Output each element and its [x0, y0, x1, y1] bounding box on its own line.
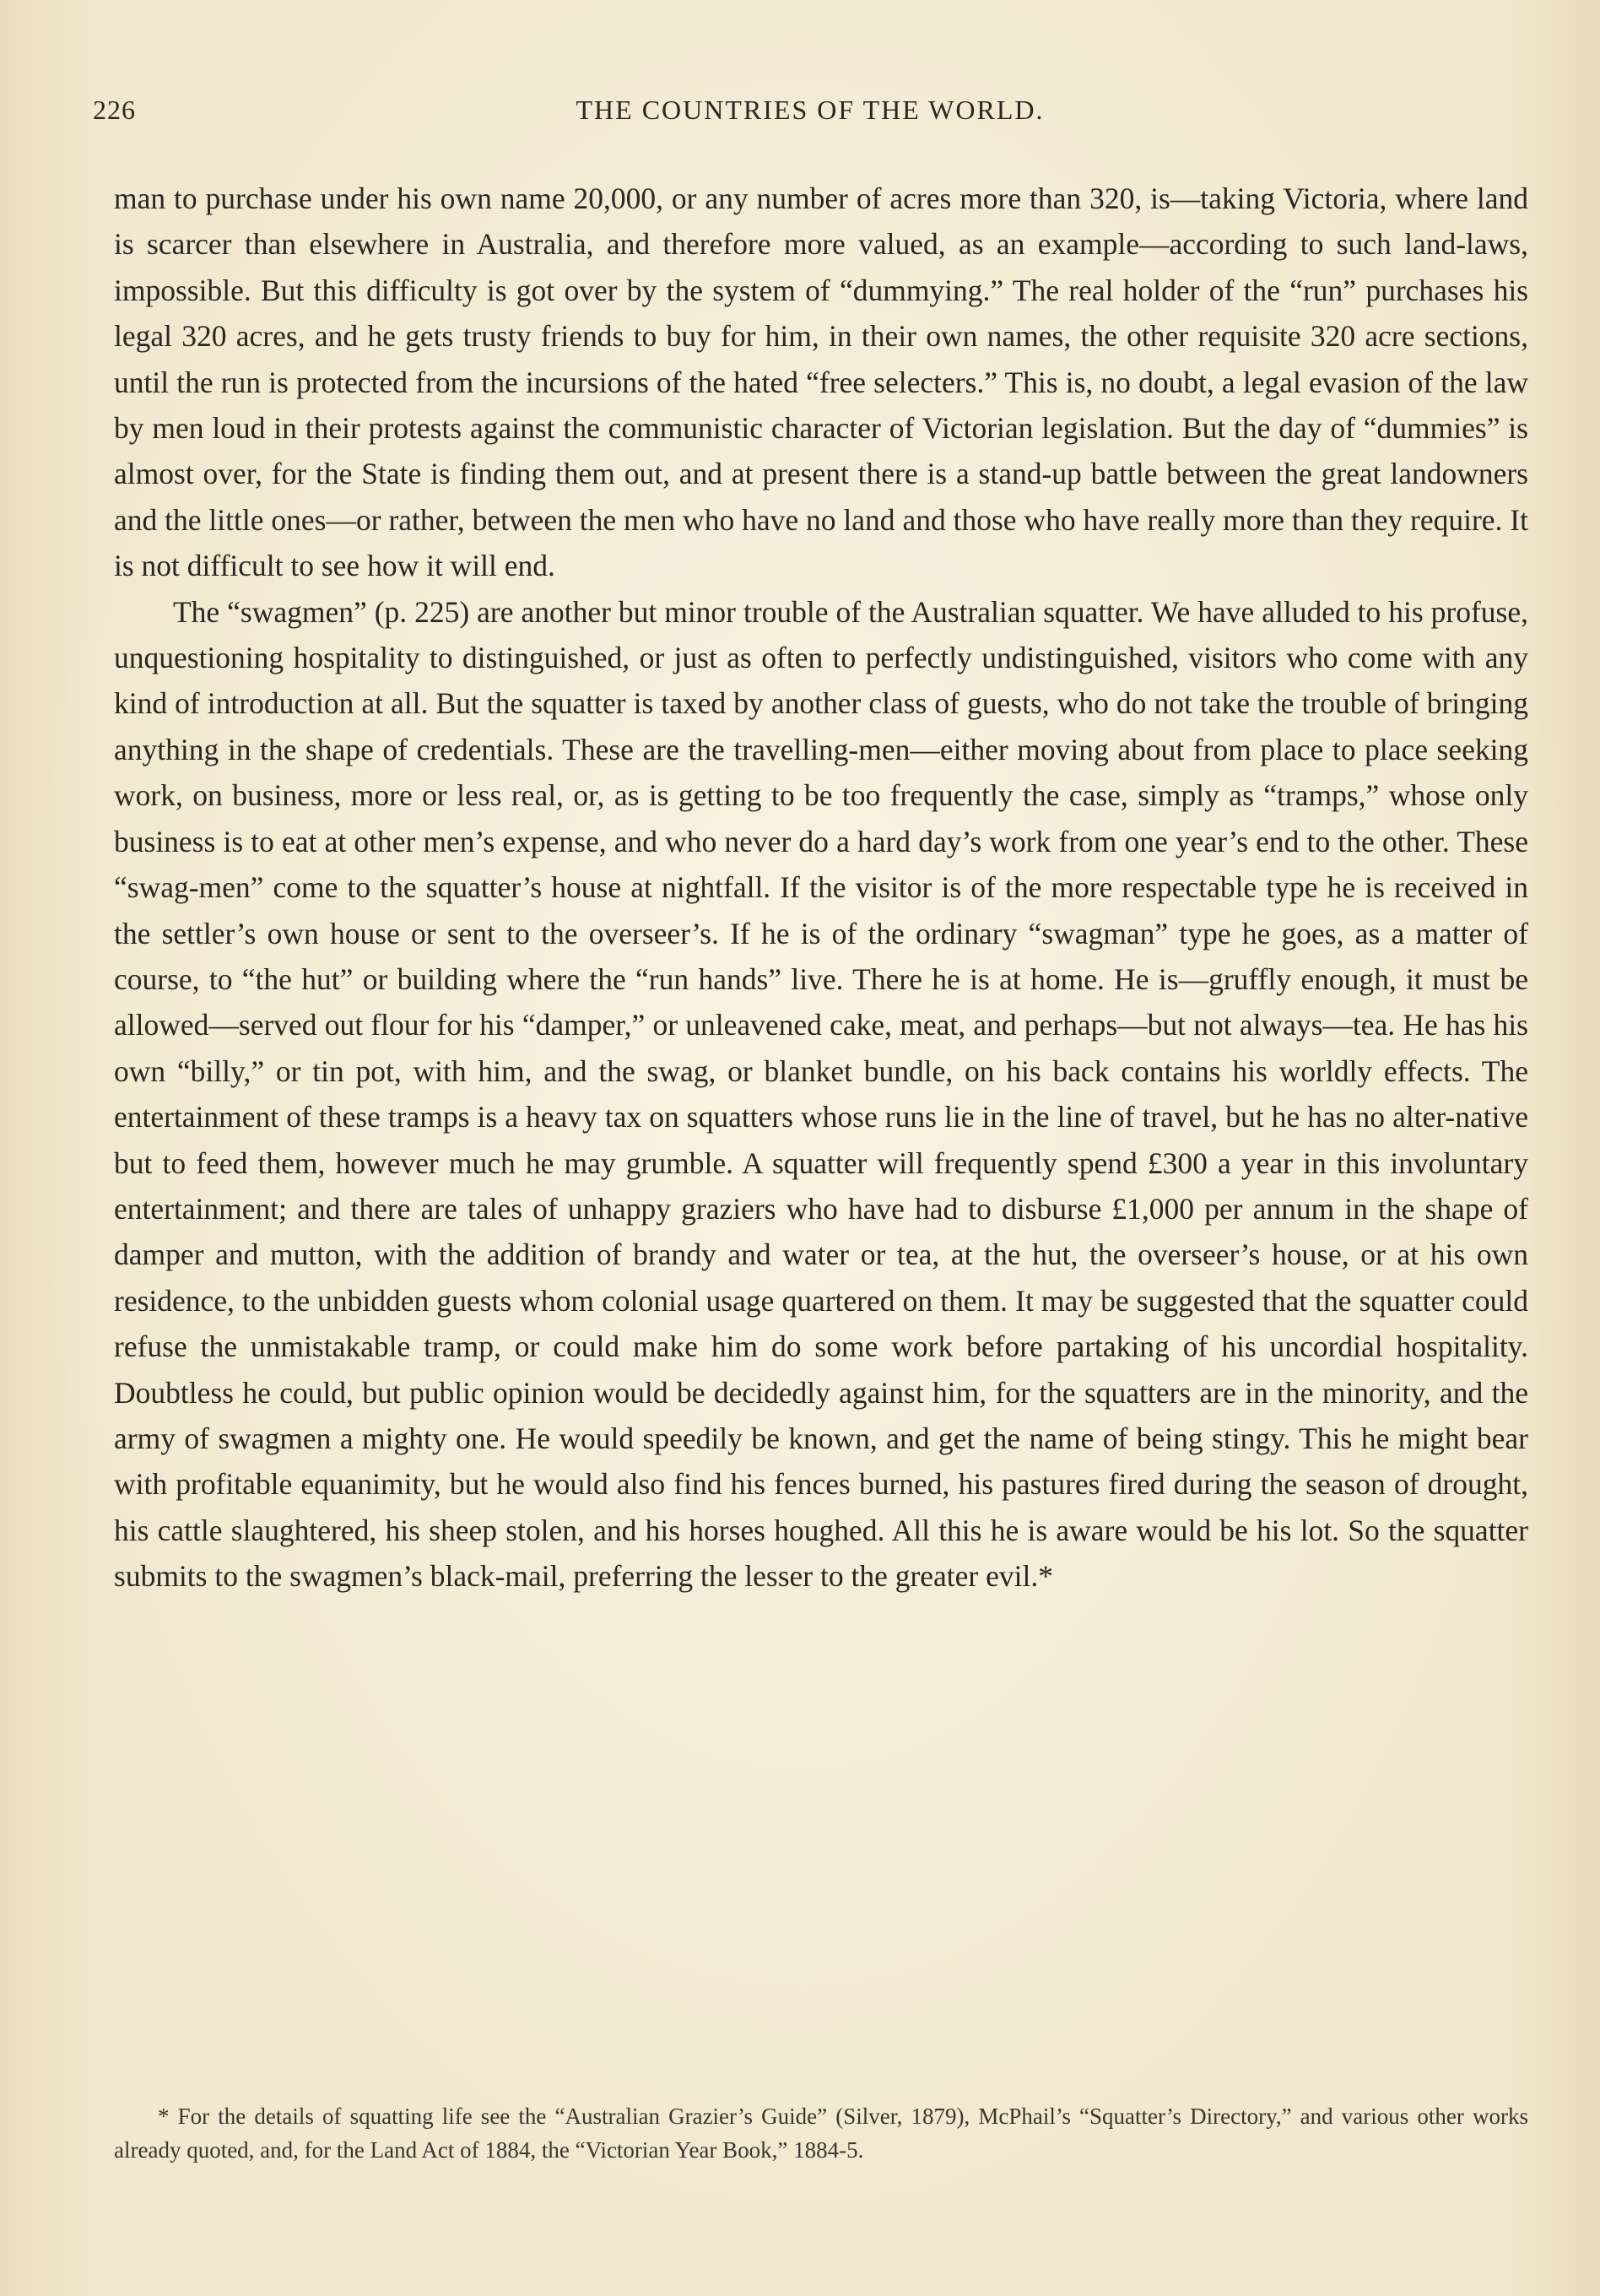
footnote: * For the details of squatting life see the “Australian Grazier’s Guide” (Silver, 1879), McPhail’s “Squatter’s Directory,” and various other works already quoted, and, for the Land Act of 1884, the “Victorian Year Book,” 1884-5.: [114, 2104, 1528, 2163]
running-title: THE COUNTRIES OF THE WORLD.: [576, 95, 1045, 125]
page-header: [93, 95, 1527, 128]
body-text: [114, 176, 1528, 1600]
paragraph-2: The “swagmen” (p. 225) are another but minor trouble of the Australian squatter. We have alluded to his profuse, unquestioning hospitality to distinguished, or just as often to perfectly undistinguished, visitors who come with any kind of introduction at all. But the squatter is taxed by another class of guests, who do not take the trouble of bringing anything in the shape of credentials. These are the travelling-men—either moving about from place to place seeking work, on business, more or less real, or, as is getting to be too frequently the case, simply as “tramps,” whose only business is to eat at other men’s expense, and who never do a hard day’s work from one year’s end to the other. These “swag-men” come to the squatter’s house at nightfall. If the visitor is of the more respectable type he is received in the settler’s own house or sent to the overseer’s. If he is of the ordinary “swagman” type he goes, as a matter of course, to “the hut” or building where the “run hands” live. There he is at home. He is—gruffly enough, it must be allowed—served out flour for his “damper,” or unleavened cake, meat, and perhaps—but not always—tea. He has his own “billy,” or tin pot, with him, and the swag, or blanket bundle, on his back contains his worldly effects. The entertainment of these tramps is a heavy tax on squatters whose runs lie in the line of travel, but he has no alter-native but to feed them, however much he may grumble. A squatter will frequently spend £300 a year in this involuntary entertainment; and there are tales of unhappy graziers who have had to disburse £1,000 per annum in the shape of damper and mutton, with the addition of brandy and water or tea, at the hut, the overseer’s house, or at his own residence, to the unbidden guests whom colonial usage quartered on them. It may be suggested that the squatter could refuse the unmistakable tramp, or could make him do some work before partaking of his uncordial hospitality. Doubtless he could, but public opinion would be decidedly against him, for the squatters are in the minority, and the army of swagmen a mighty one. He would speedily be known, and get the name of being stingy. This he might bear with profitable equanimity, but he would also find his fences burned, his pastures fired during the season of drought, his cattle slaughtered, his sheep stolen, and his horses houghed. All this he is aware would be his lot. So the squatter submits to the swagmen’s black-mail, preferring the lesser to the greater evil.*: [114, 594, 1528, 1594]
page-number: 226: [93, 95, 136, 125]
paragraph-1: man to purchase under his own name 20,000, or any number of acres more than 320, is—taking Victoria, where land is scarcer than elsewhere in Australia, and therefore more valued, as an example—according to such land-laws, impossible. But this difficulty is got over by the system of “dummying.” The real holder of the “run” purchases his legal 320 acres, and he gets trusty friends to buy for him, in their own names, the other requisite 320 acre sections, until the run is protected from the incursions of the hated “free selecters.” This is, no doubt, a legal evasion of the law by men loud in their protests against the communistic character of Victorian legislation. But the day of “dummies” is almost over, for the State is finding them out, and at present there is a stand-up battle between the great landowners and the little ones—or rather, between the men who have no land and those who have really more than they require. It is not difficult to see how it will end.: [114, 181, 1528, 583]
